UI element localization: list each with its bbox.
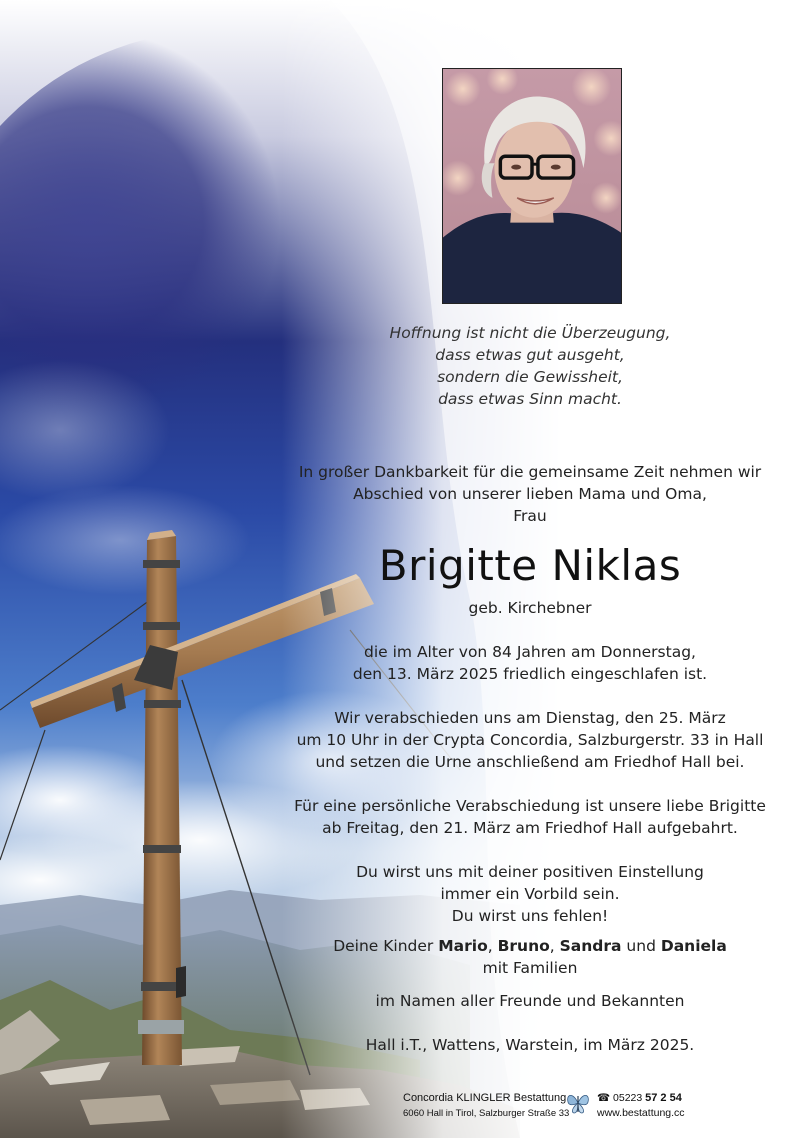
quote-line: dass etwas Sinn macht. (438, 390, 622, 408)
child-name: Bruno (497, 937, 550, 955)
phone-line (597, 1091, 685, 1106)
poem-block (270, 861, 790, 927)
intro-block (270, 461, 790, 527)
quote-line: sondern die Gewissheit, (437, 368, 623, 386)
death-notice-line: die im Alter von 84 Jahren am Donnerstag, (364, 643, 696, 661)
place-date: Hall i.T., Wattens, Warstein, im März 2025. (365, 1036, 695, 1054)
viewing-block (270, 795, 790, 839)
intro-line: In großer Dankbarkeit für die gemeinsame Zeit nehmen wir (298, 463, 762, 481)
viewing-line: ab Freitag, den 21. März am Friedhof Hall aufgebahrt. (322, 819, 738, 837)
undertaker-address: 6060 Hall in Tirol, Salzburger Straße 33 (403, 1108, 570, 1119)
website-link[interactable]: www.bestattung.cc (597, 1107, 685, 1119)
farewell-line: um 10 Uhr in der Crypta Concordia, Salzburgerstr. 33 in Hall (296, 731, 764, 749)
family-line-2: mit Familien (482, 959, 578, 977)
poem-line: Du wirst uns mit deiner positiven Einstellung (356, 863, 704, 881)
separator: und (621, 937, 661, 955)
viewing-line: Für eine persönliche Verabschiedung ist unsere liebe Brigitte (294, 797, 766, 815)
poem-line: immer ein Vorbild sein. (440, 885, 620, 903)
farewell-line: Wir verabschieden uns am Dienstag, den 25. März (334, 709, 726, 727)
poem-line: Du wirst uns fehlen! (451, 907, 609, 925)
quote-line: Hoffnung ist nicht die Überzeugung, (389, 324, 671, 342)
friends-line: im Namen aller Freunde und Bekannten (375, 992, 685, 1010)
butterfly-icon (565, 1090, 591, 1116)
undertaker-name: Concordia KLINGLER Bestattung (403, 1092, 567, 1104)
family-prefix: Deine Kinder (333, 937, 439, 955)
death-notice-block (270, 641, 790, 685)
separator: , (487, 937, 498, 955)
quote-block (270, 322, 790, 410)
quote-line: dass etwas gut ausgeht, (435, 346, 625, 364)
phone-prefix: 05223 (613, 1092, 643, 1104)
deceased-name: Brigitte Niklas (378, 541, 682, 590)
phone-icon: ☎ (597, 1092, 611, 1104)
farewell-block (270, 707, 790, 773)
farewell-line: und setzen die Urne anschließend am Friedhof Hall bei. (315, 753, 745, 771)
death-notice-line: den 13. März 2025 friedlich eingeschlafen ist. (352, 665, 708, 683)
child-name: Sandra (559, 937, 622, 955)
intro-line: Abschied von unserer lieben Mama und Oma, (353, 485, 707, 503)
phone-number: 57 2 54 (645, 1092, 682, 1104)
undertaker-info (403, 1091, 569, 1121)
family-block (270, 935, 790, 979)
child-name: Mario (438, 937, 488, 955)
intro-line: Frau (513, 507, 547, 525)
birth-name: geb. Kirchebner (468, 599, 592, 617)
undertaker-contact (597, 1091, 685, 1121)
separator: , (549, 937, 560, 955)
child-name: Daniela (660, 937, 727, 955)
portrait-photo (442, 68, 622, 304)
family-line (270, 935, 790, 957)
